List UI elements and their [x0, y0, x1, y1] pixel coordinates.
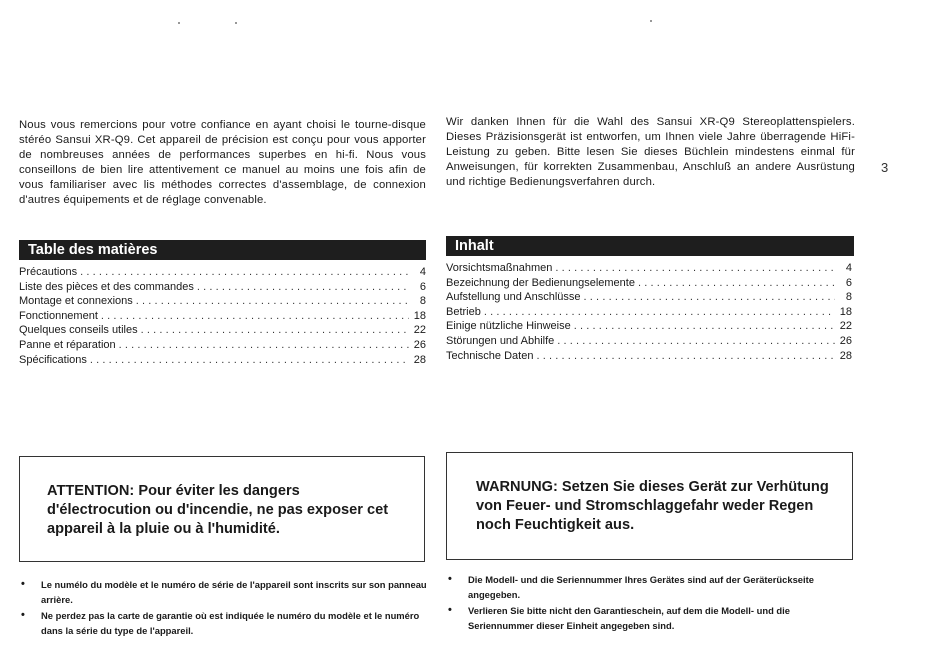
note-text: Verlieren Sie bitte nicht den Garantieschein, auf dem die Modell- und die Seriennummer dieser Einheit angegeben sind. — [468, 605, 790, 631]
toc-leader-dots — [557, 334, 835, 349]
german-toc — [446, 261, 852, 363]
toc-page: 8 — [845, 291, 852, 304]
toc-label: Panne et réparation — [19, 338, 116, 351]
french-intro: Nous vous remercions pour votre confiance en ayant choisi le tourne-disque stéréo Sansui XR-Q9. Cet appareil de précision est conçu pour vous apporter de nombreuses années de performances superbes en hi-fi. Nous vous conseillons de bien lire attentivement ce manuel au moins une fois afin de vous familiariser avec lis méthodes correctes d'assemblage, de connexion d'autres équipements et de réglage convenable. — [19, 119, 426, 206]
toc-row[interactable] — [446, 334, 852, 349]
toc-row[interactable] — [19, 338, 426, 353]
toc-leader-dots — [555, 261, 835, 276]
toc-leader-dots — [484, 305, 835, 320]
toc-row[interactable] — [19, 309, 426, 324]
toc-label: Aufstellung und Anschlüsse — [446, 291, 581, 304]
toc-leader-dots — [197, 280, 409, 295]
toc-label: Betrieb — [446, 305, 481, 318]
toc-label: Bezeichnung der Bedienungselemente — [446, 276, 635, 289]
note-item — [19, 608, 429, 638]
toc-page: 22 — [839, 320, 852, 333]
french-warning-text: ATTENTION: Pour éviter les dangers d'électrocution ou d'incendie, ne pas exposer cet appareil à la pluie ou à l'humidité. — [47, 483, 389, 537]
german-warning-text: WARNUNG: Setzen Sie dieses Gerät zur Verhütung von Feuer- und Stromschlaggefahr weder Regen noch Feuchtigkeit aus. — [476, 479, 829, 533]
toc-row[interactable] — [446, 305, 852, 320]
scan-speck — [235, 22, 237, 24]
toc-row[interactable] — [19, 353, 426, 368]
toc-leader-dots — [119, 338, 409, 353]
toc-row[interactable] — [19, 265, 426, 280]
toc-label: Montage et connexions — [19, 295, 133, 308]
toc-row[interactable] — [446, 276, 852, 291]
toc-label: Fonctionnement — [19, 309, 98, 322]
toc-label: Spécifications — [19, 353, 87, 366]
toc-row[interactable] — [446, 349, 852, 364]
toc-leader-dots — [584, 290, 835, 305]
toc-leader-dots — [638, 276, 835, 291]
bullet-icon: • — [448, 573, 452, 585]
toc-label: Quelques conseils utiles — [19, 324, 138, 337]
toc-label: Einige nützliche Hinweise — [446, 320, 571, 333]
toc-page: 28 — [413, 353, 426, 366]
bullet-icon: • — [21, 578, 25, 590]
toc-leader-dots — [101, 309, 409, 324]
toc-label: Vorsichtsmaßnahmen — [446, 262, 553, 274]
note-text: Die Modell- und die Seriennummer Ihres Gerätes sind auf der Geräterückseite angegeben. — [468, 574, 814, 600]
toc-page: 6 — [419, 280, 426, 293]
toc-page: 26 — [413, 338, 426, 351]
toc-leader-dots — [574, 319, 835, 334]
toc-leader-dots — [536, 349, 835, 364]
toc-page: 18 — [839, 305, 852, 318]
toc-page: 4 — [845, 262, 852, 274]
note-item — [446, 603, 856, 633]
toc-page: 6 — [845, 276, 852, 289]
toc-leader-dots — [80, 265, 409, 280]
german-toc-title: Inhalt — [446, 236, 854, 256]
german-notes — [446, 572, 856, 633]
page-number: 3 — [881, 160, 889, 175]
note-item — [19, 577, 429, 607]
scan-speck — [650, 20, 652, 22]
toc-label: Technische Daten — [446, 349, 534, 362]
toc-page: 8 — [419, 295, 426, 308]
toc-row[interactable] — [19, 323, 426, 338]
toc-row[interactable] — [446, 319, 852, 334]
french-notes — [19, 577, 429, 638]
toc-row[interactable] — [19, 294, 426, 309]
toc-label: Liste des pièces et des commandes — [19, 280, 194, 293]
toc-leader-dots — [141, 323, 409, 338]
toc-page: 18 — [413, 309, 426, 322]
toc-page: 26 — [839, 334, 852, 347]
bullet-icon: • — [21, 609, 25, 621]
toc-leader-dots — [136, 294, 409, 309]
note-text: Le numélo du modèle et le numéro de série de l'appareil sont inscrits sur son panneau arrière. — [41, 579, 427, 605]
toc-label: Störungen und Abhilfe — [446, 334, 555, 347]
toc-page: 4 — [419, 266, 426, 278]
french-toc — [19, 265, 426, 367]
bullet-icon: • — [448, 604, 452, 616]
toc-row[interactable] — [446, 290, 852, 305]
toc-row[interactable] — [446, 261, 852, 276]
toc-leader-dots — [90, 353, 409, 368]
toc-page: 22 — [413, 324, 426, 337]
toc-row[interactable] — [19, 280, 426, 295]
scan-speck — [178, 22, 180, 24]
toc-label: Précautions — [19, 266, 78, 278]
german-intro: Wir danken Ihnen für die Wahl des Sansui XR-Q9 Stereoplattenspielers. Dieses Präzisionsgerät ist entworfen, um Ihnen viele Jahre überragende HiFi-Leistung zu geben. Bitte lesen Sie dieses Büchlein mindestens einmal für Anweisungen, für korrekten Zusammenbau, Anschluß an andere Ausrüstung und richtige Bedienungsverfahren durch. — [446, 116, 855, 188]
french-toc-title: Table des matières — [19, 240, 426, 260]
note-item — [446, 572, 856, 602]
toc-page: 28 — [839, 349, 852, 362]
note-text: Ne perdez pas la carte de garantie où est indiquée le numéro du modèle et le numéro dans la série du type de l'appareil. — [41, 610, 420, 636]
